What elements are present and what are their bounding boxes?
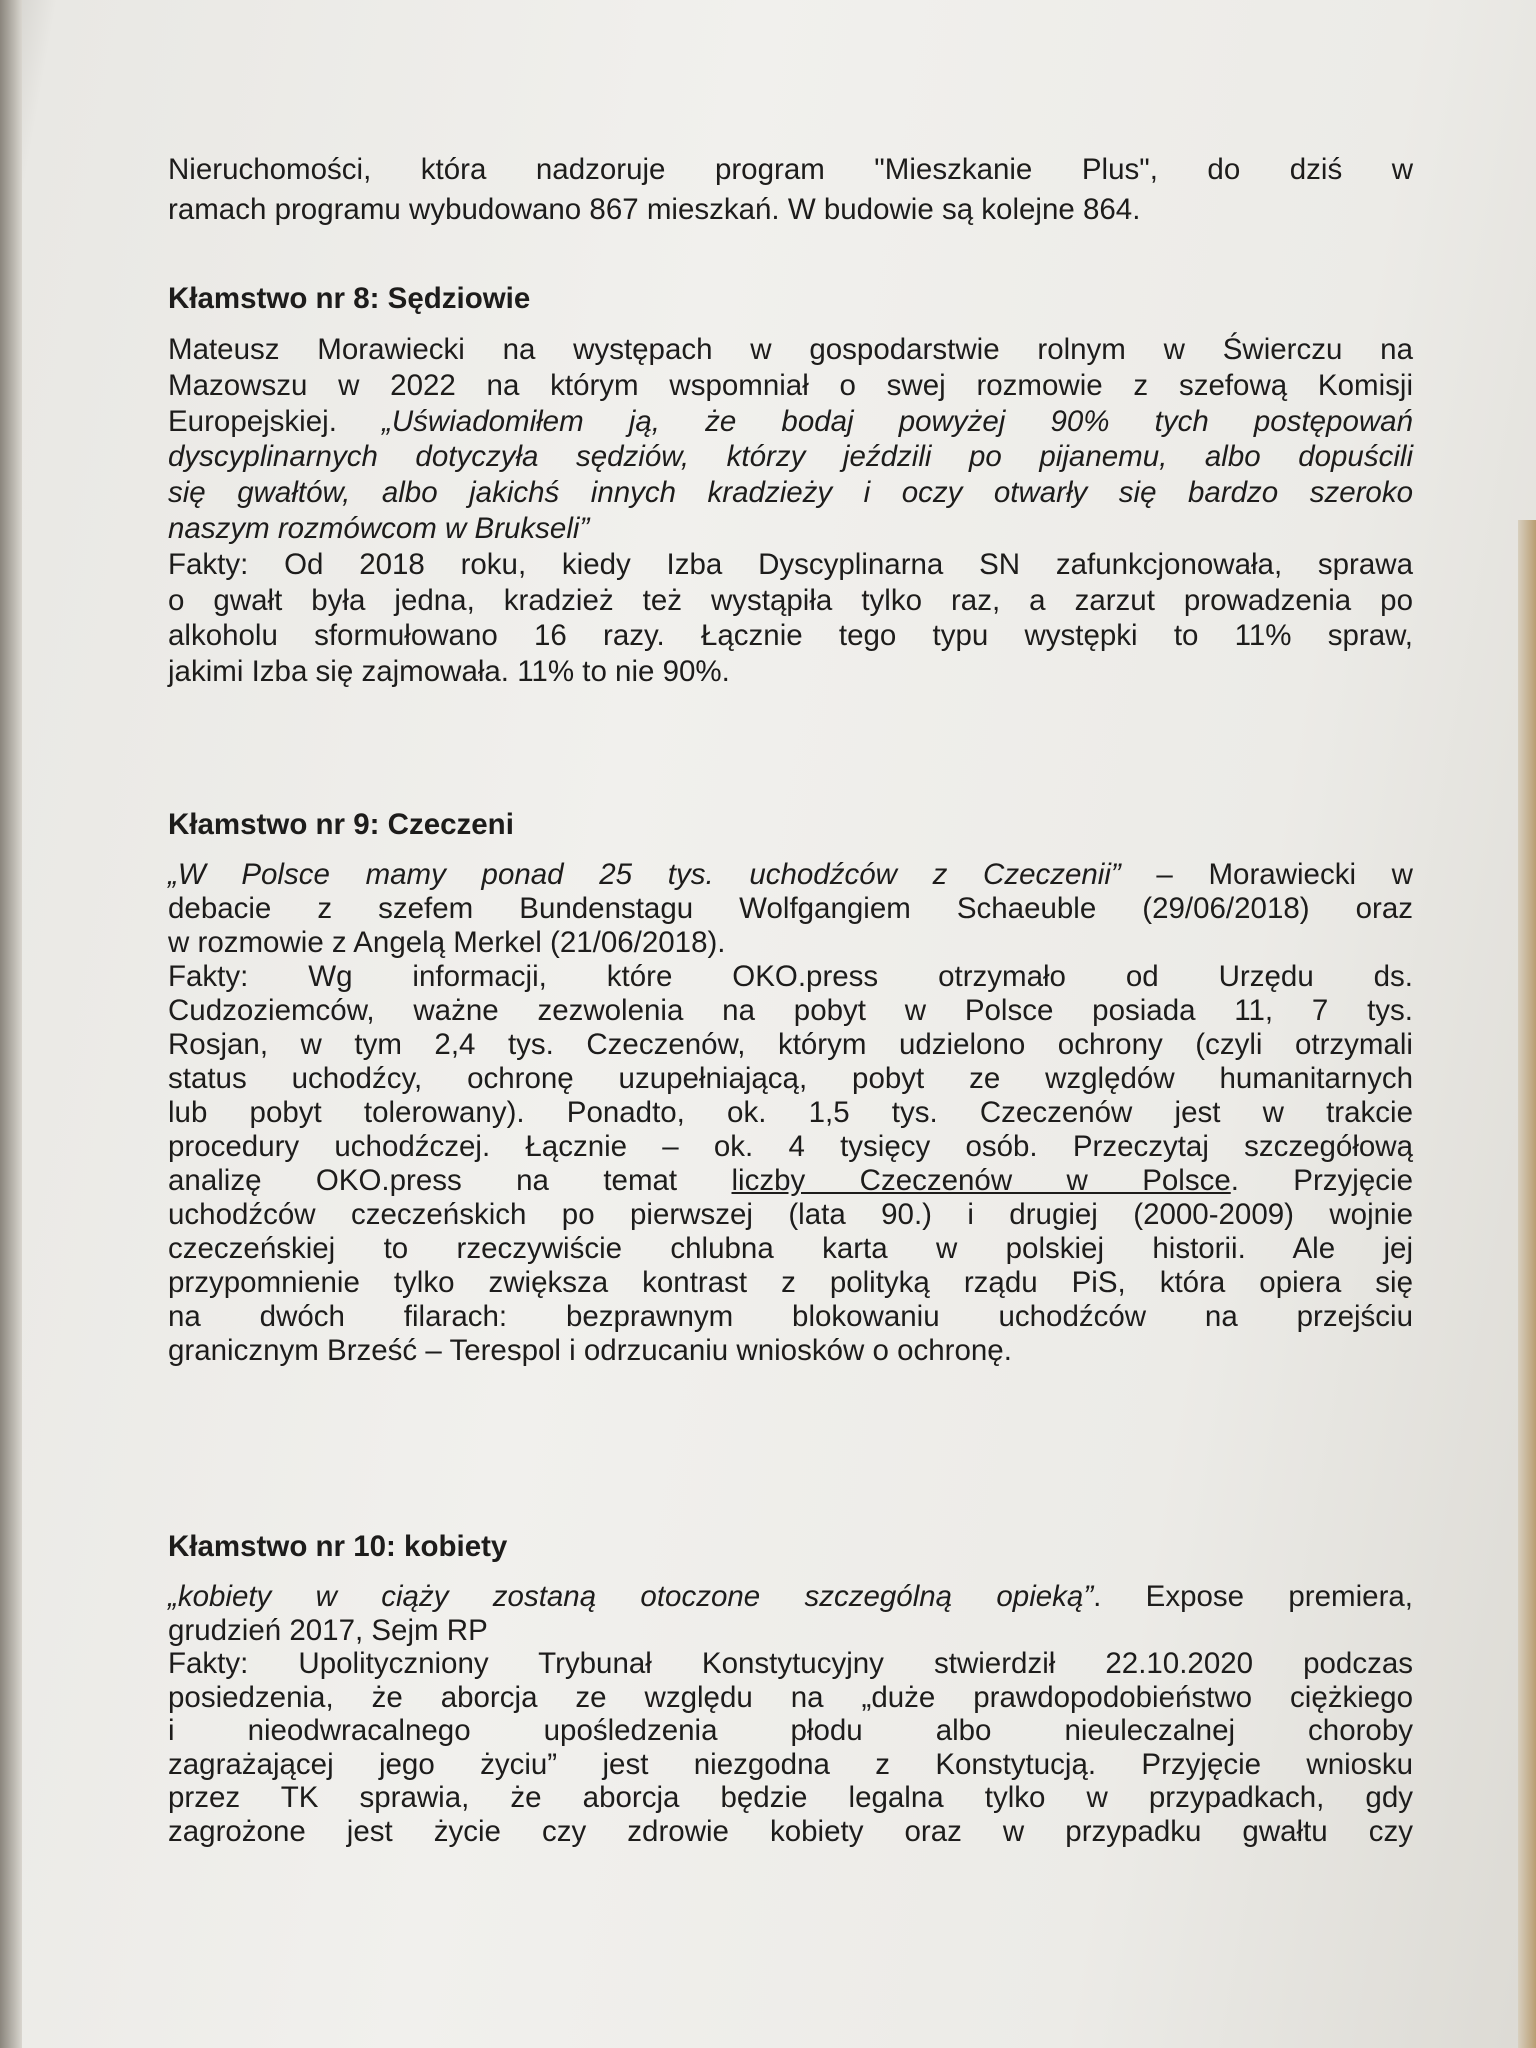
text-line	[168, 1681, 1413, 1715]
text-line	[168, 1334, 1413, 1368]
text-line	[168, 439, 1413, 475]
text-line	[168, 858, 1413, 892]
text-line	[168, 1714, 1413, 1748]
body-text: grudzień 2017, Sejm RP	[168, 1613, 488, 1647]
page-edge-shadow	[0, 0, 22, 2048]
text-line	[168, 1130, 1413, 1164]
table-surface	[1518, 520, 1536, 2048]
quote-text: „Uświadomiłem ją, że bodaj powyżej 90% tych postępowań	[382, 404, 1413, 438]
text-line	[168, 1815, 1413, 1849]
text-line	[168, 1198, 1413, 1232]
text-line	[168, 926, 1413, 960]
body-text: alkoholu sformułowano 16 razy. Łącznie tego typu występki to 11% spraw,	[168, 619, 1413, 653]
body-text: w rozmowie z Angelą Merkel (21/06/2018).	[168, 926, 726, 959]
text-line	[168, 1748, 1413, 1782]
text-line	[168, 368, 1413, 404]
text-line	[168, 1266, 1413, 1300]
body-text: – Morawiecki w	[1120, 858, 1413, 891]
body-text: Fakty: Upolityczniony Trybunał Konstytucyjny stwierdził 22.10.2020 podczas	[168, 1647, 1413, 1680]
body-text: na dwóch filarach: bezprawnym blokowaniu uchodźców na przejściu	[168, 1300, 1413, 1333]
text-line	[168, 1300, 1413, 1334]
section-intro	[168, 150, 1413, 230]
body-text: Cudzoziemców, ważne zezwolenia na pobyt w Polsce posiada 11, 7 tys.	[168, 994, 1413, 1027]
body-text: status uchodźcy, ochronę uzupełniającą, pobyt ze względów humanitarnych	[168, 1062, 1413, 1095]
text-line	[168, 150, 1413, 190]
body-text: uchodźców czeczeńskich po pierwszej (lata 90.) i drugiej (2000-2009) wojnie	[168, 1198, 1413, 1231]
body-text: . Przyjęcie	[1230, 1164, 1413, 1197]
section-heading: Kłamstwo nr 10: kobiety	[168, 1530, 508, 1563]
body-text: Fakty: Wg informacji, które OKO.press otrzymało od Urzędu ds.	[168, 960, 1413, 993]
text-line	[168, 1614, 1413, 1648]
section-lie-9	[168, 808, 1413, 1368]
section-lie-8	[168, 282, 1413, 690]
body-text: Rosjan, w tym 2,4 tys. Czeczenów, którym udzielono ochrony (czyli otrzymali	[168, 1028, 1413, 1061]
text-line	[168, 994, 1413, 1028]
section-lie-10	[168, 1530, 1413, 1848]
body-text: o gwałt była jedna, kradzież też wystąpiła tylko raz, a zarzut prowadzenia po	[168, 583, 1413, 617]
body-text: posiedzenia, że aborcja ze względu na „duże prawdopodobieństwo ciężkiego	[168, 1680, 1413, 1714]
body-text: procedury uchodźczej. Łącznie – ok. 4 tysięcy osób. Przeczytaj szczegółową	[168, 1130, 1413, 1163]
body-text: . Expose premiera,	[1093, 1580, 1413, 1613]
body-text: lub pobyt tolerowany). Ponadto, ok. 1,5 tys. Czeczenów jest w trakcie	[168, 1096, 1413, 1129]
quote-text: „kobiety w ciąży zostaną otoczone szczególną opieką”	[168, 1580, 1094, 1613]
text-line	[168, 547, 1413, 583]
text-line	[168, 1164, 1413, 1198]
text-line	[168, 583, 1413, 619]
text-line	[168, 511, 1413, 547]
body-text: Nieruchomości, która nadzoruje program "Mieszkanie Plus", do dziś w	[168, 153, 1413, 186]
body-text: Mateusz Morawiecki na występach w gospodarstwie rolnym w Świerczu na	[168, 333, 1413, 366]
body-text: ramach programu wybudowano 867 mieszkań. W budowie są kolejne 864.	[168, 193, 1141, 226]
text-line	[168, 1062, 1413, 1096]
body-text: i nieodwracalnego upośledzenia płodu albo nieuleczalnej choroby	[168, 1714, 1413, 1747]
section-heading: Kłamstwo nr 9: Czeczeni	[168, 808, 514, 841]
text-line	[168, 618, 1413, 654]
body-text: przypomnienie tylko zwiększa kontrast z polityką rządu PiS, która opiera się	[168, 1266, 1413, 1299]
quote-text: dyscyplinarnych dotyczyła sędziów, którzy jeździli po pijanemu, albo dopuścili	[168, 440, 1413, 474]
text-line	[168, 1028, 1413, 1062]
body-text: debacie z szefem Bundenstagu Wolfgangiem Schaeuble (29/06/2018) oraz	[168, 892, 1413, 925]
quote-text: „W Polsce mamy ponad 25 tys. uchodźców z Czeczenii”	[168, 858, 1121, 891]
text-line	[168, 404, 1413, 440]
body-text: granicznym Brześć – Terespol i odrzucaniu wniosków o ochronę.	[168, 1334, 1012, 1367]
text-line	[168, 960, 1413, 994]
quote-text: się gwałtów, albo jakichś innych kradzieży i oczy otwarły się bardzo szeroko	[168, 476, 1413, 510]
body-text: czeczeńskiej to rzeczywiście chlubna karta w polskiej historii. Ale jej	[168, 1232, 1413, 1265]
text-line	[168, 475, 1413, 511]
body-text: Europejskiej.	[168, 404, 383, 438]
text-line	[168, 1232, 1413, 1266]
body-text: Mazowszu w 2022 na którym wspomniał o swej rozmowie z szefową Komisji	[168, 368, 1413, 402]
link-chechens-count[interactable]: liczby Czeczenów w Polsce	[731, 1164, 1231, 1197]
text-line	[168, 1781, 1413, 1815]
text-line	[168, 1647, 1413, 1681]
text-line	[168, 654, 1413, 690]
section-heading: Kłamstwo nr 8: Sędziowie	[168, 282, 531, 315]
body-text: zagrażającej jego życiu” jest niezgodna z Konstytucją. Przyjęcie wniosku	[168, 1747, 1413, 1781]
text-line	[168, 332, 1413, 368]
body-text: zagrożone jest życie czy zdrowie kobiety oraz w przypadku gwałtu czy	[168, 1814, 1413, 1848]
body-text: jakimi Izba się zajmowała. 11% to nie 90%.	[168, 655, 730, 689]
quote-text: naszym rozmówcom w Brukseli”	[168, 511, 590, 545]
text-line	[168, 1096, 1413, 1130]
body-text: przez TK sprawia, że aborcja będzie legalna tylko w przypadkach, gdy	[168, 1781, 1413, 1814]
text-line	[168, 190, 1413, 230]
text-line	[168, 892, 1413, 926]
text-line	[168, 1580, 1413, 1614]
body-text: Fakty: Od 2018 roku, kiedy Izba Dyscyplinarna SN zafunkcjonowała, sprawa	[168, 547, 1413, 581]
body-text: analizę OKO.press na temat	[168, 1164, 732, 1197]
